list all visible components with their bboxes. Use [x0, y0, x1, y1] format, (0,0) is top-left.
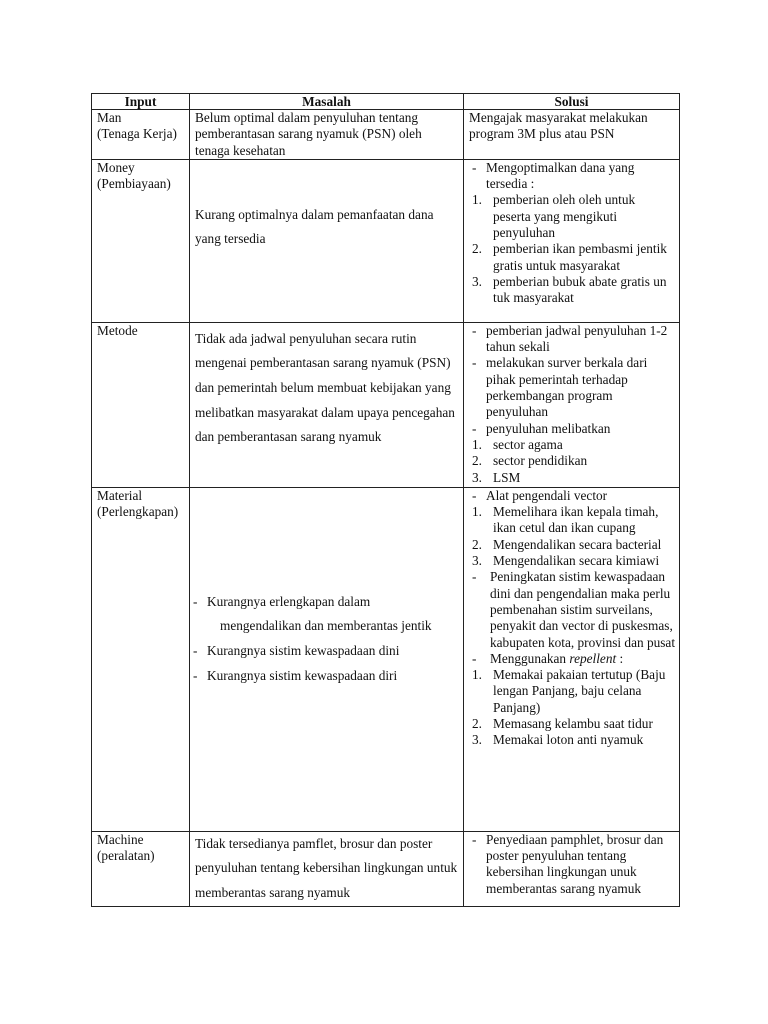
- analysis-table: [91, 93, 680, 907]
- row-machine: [92, 831, 680, 906]
- input-label: Machine: [97, 831, 144, 847]
- header-row: [92, 94, 680, 110]
- cell-masalah-money: [190, 159, 464, 322]
- solusi-point: - pemberian jadwal penyuluhan 1-2 tahun sekali: [469, 323, 675, 356]
- cell-masalah-man: [190, 110, 464, 160]
- input-sublabel: (Pembiayaan): [97, 176, 171, 192]
- cell-masalah-machine: [190, 831, 464, 906]
- row-metode: [92, 322, 680, 487]
- cell-solusi-metode: [464, 322, 680, 487]
- cell-input-money: [92, 159, 190, 322]
- cell-input-metode: [92, 322, 190, 487]
- list-item: 2. Memasang kelambu saat tidur: [472, 716, 653, 732]
- masalah-text: Kurang optimalnya dalam pemanfaatan dana yang tersedia: [195, 206, 434, 247]
- list-item: 1. pemberian oleh oleh untuk peserta yang mengikuti penyuluhan: [472, 192, 636, 241]
- row-material: [92, 487, 680, 831]
- masalah-text: Tidak ada jadwal penyuluhan secara rutin mengenai pemberantasan sarang nyamuk (PSN) dan pemerintah belum membuat kebijakan yang melibatkan masyarakat dalam upaya pencegahan dan pemberantasan sarang nyamuk: [195, 330, 455, 445]
- cell-solusi-money: [464, 159, 680, 322]
- repellent-term: repellent: [569, 650, 617, 666]
- masalah-text: Tidak tersedianya pamflet, brosur dan poster penyuluhan tentang kebersihan lingkungan untuk memberantas sarang nyamuk: [195, 835, 458, 901]
- cell-solusi-material: [464, 487, 680, 831]
- list-item: 3. Mengendalikan secara kimiawi: [472, 553, 660, 569]
- masalah-point: - Kurangnya sistim kewaspadaan dini: [190, 639, 459, 664]
- solusi-point: - melakukan surver berkala dari pihak pemerintah terhadap perkembangan program penyuluhan: [469, 355, 675, 420]
- list-item: 1. Memelihara ikan kepala timah, ikan cetul dan ikan cupang: [472, 504, 659, 536]
- solusi-point: - Penyediaan pamphlet, brosur dan poster penyuluhan tentang kebersihan lingkungan unuk memberantas sarang nyamuk: [469, 832, 675, 897]
- solusi-point: - penyuluhan melibatkan: [469, 421, 675, 437]
- masalah-point: - Kurangnya erlengkapan dalam: [190, 590, 459, 615]
- row-man: [92, 110, 680, 160]
- header-input: Input: [92, 94, 190, 110]
- cell-masalah-material: [190, 487, 464, 831]
- cell-solusi-man: [464, 110, 680, 160]
- header-masalah: Masalah: [190, 94, 464, 110]
- header-solusi: Solusi: [464, 94, 680, 110]
- cell-solusi-machine: [464, 831, 680, 906]
- row-money: [92, 159, 680, 322]
- masalah-point: - Kurangnya sistim kewaspadaan diri: [190, 664, 459, 689]
- solusi-point: - Alat pengendali vector: [469, 488, 675, 504]
- input-label: Man: [97, 110, 122, 125]
- input-label: Material: [97, 487, 143, 503]
- cell-masalah-metode: [190, 322, 464, 487]
- input-label: Money: [97, 159, 135, 175]
- solusi-point: - Mengoptimalkan dana yang tersedia : 1. pemberian oleh oleh untuk peserta yang mengikuti penyuluhan 2. pemberian ikan pembasmi jentik gratis untuk masyarakat 3. pemberian bubuk abate gratis un tuk masyarakat: [469, 160, 675, 307]
- list-item: 3. pemberian bubuk abate gratis un tuk masyarakat: [472, 273, 667, 306]
- input-sublabel: (peralatan): [97, 848, 155, 864]
- masalah-point-cont: mengendalikan dan memberantas jentik: [220, 618, 432, 634]
- input-label: Metode: [97, 322, 138, 338]
- cell-input-material: [92, 487, 190, 831]
- solusi-point: - Peningkatan sistim kewaspadaan dini dan pengendalian maka perlu pembenahan sistim surveilans, penyakit dan vector di puskesmas, kabupaten kota, provinsi dan pusat: [469, 569, 675, 650]
- solusi-point: - Menggunakan repellent :: [469, 651, 675, 667]
- input-sublabel: (Tenaga Kerja): [97, 126, 177, 142]
- cell-input-machine: [92, 831, 190, 906]
- list-item: 1. Memakai pakaian tertutup (Baju lengan Panjang, baju celana Panjang): [472, 667, 666, 715]
- list-item: 2. Mengendalikan secara bacterial: [472, 536, 662, 552]
- input-sublabel: (Perlengkapan): [97, 504, 179, 520]
- list-item: 1. sector agama: [472, 436, 563, 452]
- list-item: 3. LSM: [472, 469, 521, 485]
- masalah-text: Belum optimal dalam penyuluhan tentang pemberantasan sarang nyamuk (PSN) oleh tenaga kesehatan: [195, 110, 422, 158]
- solusi-text: Mengajak masyarakat melakukan program 3M plus atau PSN: [469, 110, 648, 142]
- list-item: 3. Memakai loton anti nyamuk: [472, 732, 644, 748]
- cell-input-man: [92, 110, 190, 160]
- list-item: 2. pemberian ikan pembasmi jentik gratis untuk masyarakat: [472, 241, 667, 273]
- list-item: 2. sector pendidikan: [472, 453, 588, 469]
